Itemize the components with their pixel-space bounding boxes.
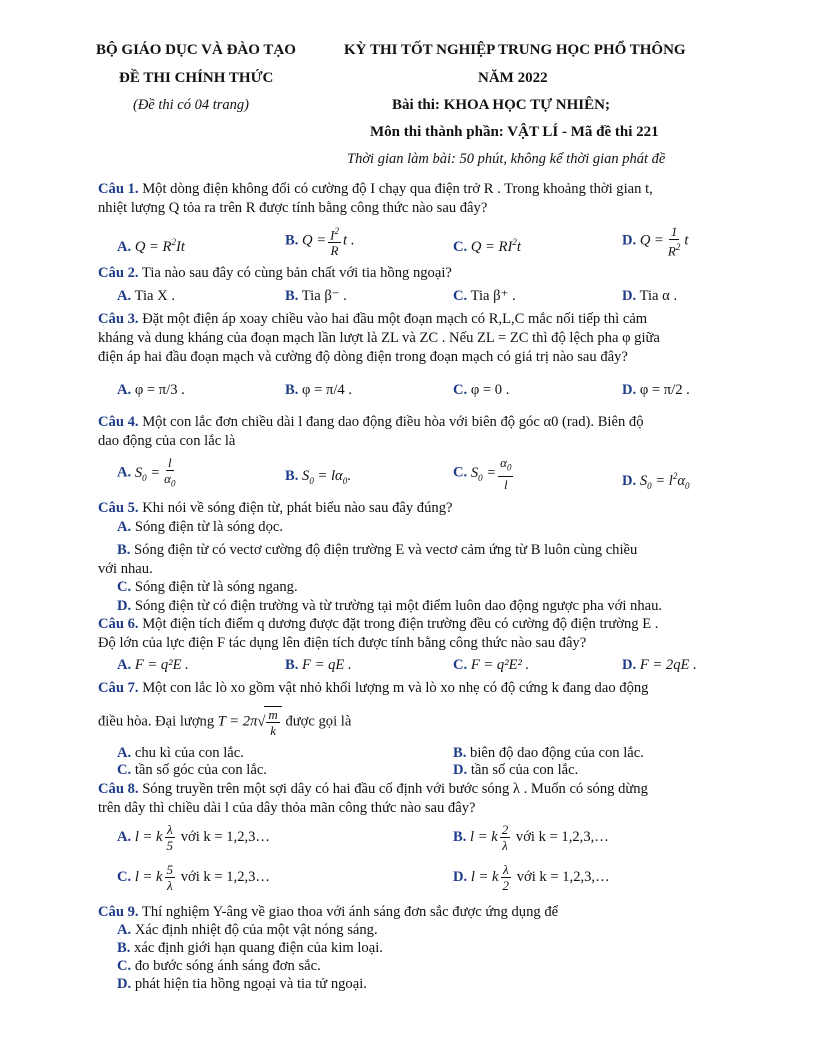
q7-answer-c[interactable]: C. tần số góc của con lắc.	[117, 762, 267, 778]
q9-answer-b[interactable]: B. xác định giới hạn quang điện của kim loại.	[117, 940, 383, 956]
q6-answer-d[interactable]: D. F = 2qE .	[622, 657, 697, 673]
question-4: Câu 4. Một con lắc đơn chiều dài l đang dao động điều hòa với biên độ góc α0 (rad). Biên độ dao động của con lắc là	[98, 414, 644, 449]
q4-answer-b[interactable]: B. $S_0 = l\alpha_0$.	[285, 468, 351, 486]
page-count: (Đề thi có 04 trang)	[133, 97, 249, 113]
q7-answer-a[interactable]: A. chu kì của con lắc.	[117, 745, 244, 761]
q2-answer-c[interactable]: C. Tia β⁺ .	[453, 288, 516, 304]
q1-answer-d[interactable]: D. Q = $\frac{1}{R^2}$ t	[622, 224, 689, 259]
q8-answer-d[interactable]: D. l = k $\frac{\lambda}{2}$ với k = 1,2,3,…	[453, 862, 610, 893]
q4-answer-c[interactable]: C. $S_0$ = $\frac{\alpha_0}{l}$	[453, 455, 512, 492]
q8-answer-c[interactable]: C. l = k $\frac{5}{\lambda}$ với k = 1,2,3…	[117, 862, 271, 893]
question-7: Câu 7. Một con lắc lò xo gồm vật nhỏ khối lượng m và lò xo nhẹ có độ cứng k đang dao động	[98, 680, 649, 696]
q9-answer-c[interactable]: C. đo bước sóng ánh sáng đơn sắc.	[117, 958, 321, 974]
q5-answer-b-cont: với nhau.	[98, 561, 153, 577]
q6-answer-a[interactable]: A. F = q²E .	[117, 657, 189, 673]
q1-answer-a[interactable]: A. $Q = R^2It$	[117, 237, 185, 255]
q2-answer-a[interactable]: A. Tia X .	[117, 288, 176, 304]
question-6: Câu 6. Một điện tích điểm q dương được đặt trong điện trường đều có cường độ điện trường E . Độ lớn của lực điện F tác dụng lên điện tích được tính bằng công thức nào sau đây?	[98, 616, 659, 651]
question-7-line2: điều hòa. Đại lượng T = 2π √ $\frac{m}{k}$ được gọi là	[98, 707, 352, 738]
q2-answer-d[interactable]: D. Tia α .	[622, 288, 678, 304]
q1-answer-b[interactable]: B. Q = $\frac{I^2}{R}$ t .	[285, 226, 355, 259]
q8-answer-b[interactable]: B. l = k $\frac{2}{\lambda}$ với k = 1,2,3,…	[453, 822, 609, 853]
q6-answer-c[interactable]: C. F = q²E² .	[453, 657, 530, 673]
q7-answer-b[interactable]: B. biên độ dao động của con lắc.	[453, 745, 644, 761]
q1-answer-c[interactable]: C. $Q = RI^2t$	[453, 237, 521, 255]
exam-year: NĂM 2022	[478, 70, 548, 86]
exam-title: KỲ THI TỐT NGHIỆP TRUNG HỌC PHỔ THÔNG	[344, 42, 686, 58]
q6-answer-b[interactable]: B. F = qE .	[285, 657, 352, 673]
ministry-name: BỘ GIÁO DỤC VÀ ĐÀO TẠO	[96, 42, 296, 58]
q7-answer-d[interactable]: D. tần số của con lắc.	[453, 762, 579, 778]
exam-subject: Bài thi: KHOA HỌC TỰ NHIÊN;	[392, 97, 610, 113]
q3-answer-c[interactable]: C. φ = 0 .	[453, 382, 510, 398]
question-2: Câu 2. Tia nào sau đây có cùng bản chất với tia hồng ngoại?	[98, 265, 452, 281]
q4-answer-d[interactable]: D. $S_0 = l^2\alpha_0$	[622, 471, 690, 491]
question-5: Câu 5. Khi nói về sóng điện từ, phát biểu nào sau đây đúng?	[98, 500, 453, 516]
exam-component: Môn thi thành phần: VẬT LÍ - Mã đề thi 221	[370, 124, 659, 140]
q5-answer-a[interactable]: A. Sóng điện từ là sóng dọc.	[117, 519, 284, 535]
question-8: Câu 8. Sóng truyền trên một sợi dây có hai đầu cố định với bước sóng λ . Muốn có sóng dừng trên dây thì chiều dài l của dây thỏa mãn công thức nào sau đây?	[98, 781, 648, 816]
exam-time: Thời gian làm bài: 50 phút, không kể thời gian phát đề	[347, 151, 666, 167]
question-9: Câu 9. Thí nghiệm Y-âng về giao thoa với ánh sáng đơn sắc được ứng dụng để	[98, 904, 559, 920]
question-3: Câu 3. Đặt một điện áp xoay chiều vào hai đầu một đoạn mạch có R,L,C mắc nối tiếp thì cảm kháng và dung kháng của đoạn mạch lần lượt là ZL và ZC . Nếu ZL = ZC thì độ lệch pha φ giữa điện áp hai đầu đoạn mạch và cường độ dòng điện trong đoạn mạch có giá trị nào sau đây?	[98, 311, 660, 365]
q3-answer-a[interactable]: A. φ = π/3 .	[117, 382, 185, 398]
q3-answer-b[interactable]: B. φ = π/4 .	[285, 382, 353, 398]
q3-answer-d[interactable]: D. φ = π/2 .	[622, 382, 690, 398]
q5-answer-c[interactable]: C. Sóng điện từ là sóng ngang.	[117, 579, 298, 595]
q8-answer-a[interactable]: A. l = k $\frac{\lambda}{5}$ với k = 1,2,3…	[117, 822, 271, 853]
q9-answer-a[interactable]: A. Xác định nhiệt độ của một vật nóng sáng.	[117, 922, 378, 938]
q5-answer-b[interactable]: B. Sóng điện từ có vectơ cường độ điện trường E và vectơ cảm ứng từ B luôn cùng chiều	[117, 542, 638, 558]
q9-answer-d[interactable]: D. phát hiện tia hồng ngoại và tia tử ngoại.	[117, 976, 367, 992]
q5-answer-d[interactable]: D. Sóng điện từ có điện trường và từ trường tại một điểm luôn dao động ngược pha với nhau.	[117, 598, 663, 614]
question-1: Câu 1. Một dòng điện không đổi có cường độ I chạy qua điện trở R . Trong khoảng thời gian t, nhiệt lượng Q tỏa ra trên R được tính bằng công thức nào sau đây?	[98, 181, 653, 216]
q2-answer-b[interactable]: B. Tia β⁻ .	[285, 288, 347, 304]
official-label: ĐỀ THI CHÍNH THỨC	[119, 70, 274, 86]
q4-answer-a[interactable]: A. $S_0$ = $\frac{l}{\alpha_0}$	[117, 455, 176, 489]
